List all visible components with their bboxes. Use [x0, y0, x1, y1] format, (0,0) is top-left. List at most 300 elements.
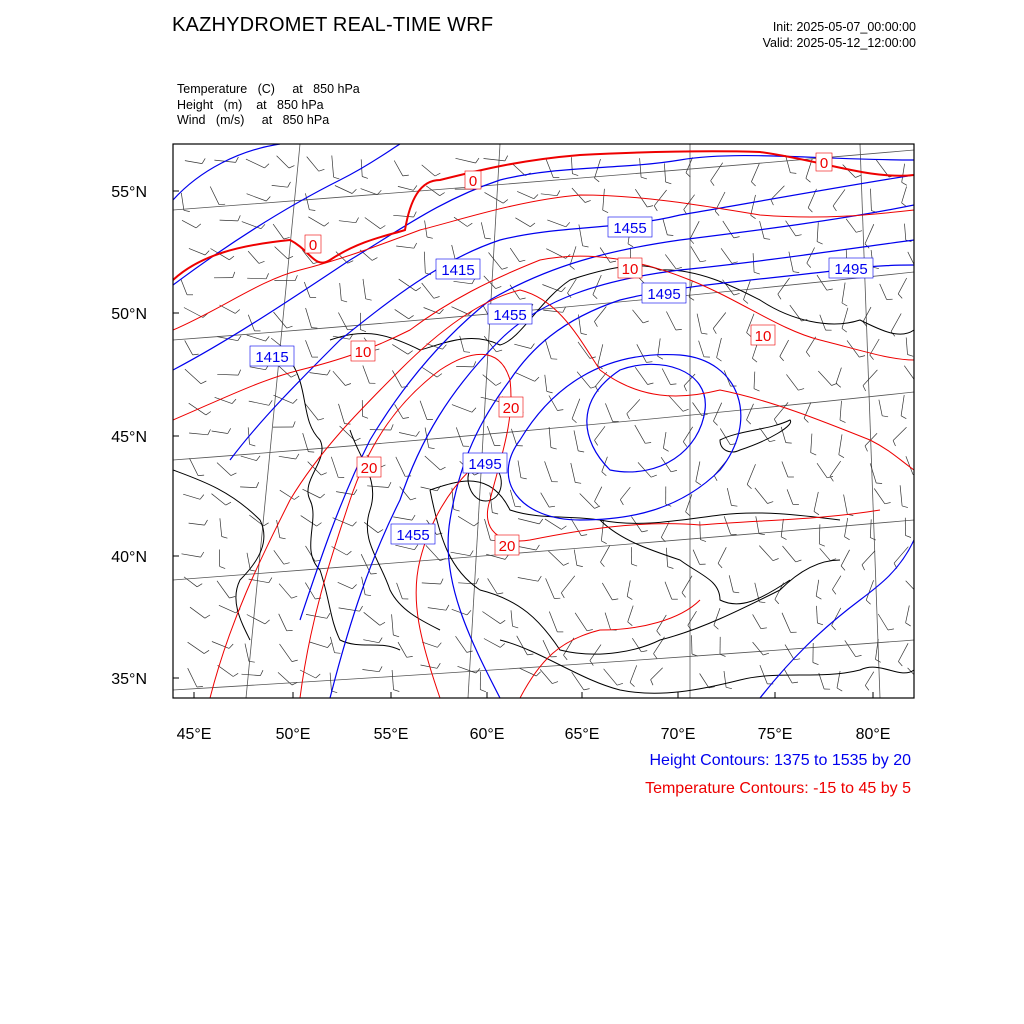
- plot-frame: [173, 144, 914, 698]
- wind-barb-feather: [811, 453, 817, 456]
- wind-barb-feather: [535, 377, 539, 381]
- lon-tick-label: 60°E: [469, 726, 505, 743]
- wind-barb-feather: [503, 200, 508, 204]
- wind-barb-feather: [676, 267, 682, 269]
- map-title: KAZHYDROMET REAL-TIME WRF: [172, 14, 494, 36]
- wind-barb-feather: [437, 643, 441, 648]
- wind-barb-feather: [696, 482, 701, 485]
- wind-barb: [181, 193, 184, 210]
- lat-tick-label: 50°N: [111, 306, 147, 323]
- wind-barb-feather: [793, 272, 799, 273]
- height-label: [436, 259, 480, 279]
- wind-barb: [870, 519, 871, 537]
- wind-barb: [818, 371, 831, 386]
- wind-barb: [306, 308, 312, 328]
- wind-barb: [485, 519, 491, 540]
- wind-barb: [595, 426, 606, 440]
- wind-barb: [425, 456, 440, 470]
- wind-barb: [760, 428, 770, 442]
- wind-barb: [630, 665, 637, 682]
- svg-text:1455: 1455: [493, 307, 527, 324]
- wind-barb-feather: [206, 412, 211, 415]
- wind-barb: [724, 671, 726, 687]
- wind-barb: [452, 609, 467, 615]
- wind-barb-feather: [228, 428, 231, 433]
- wind-barb: [339, 404, 345, 424]
- wind-barb: [891, 314, 901, 332]
- wind-barb: [247, 278, 266, 279]
- wind-barb: [577, 372, 591, 389]
- wind-barb-feather: [198, 475, 204, 476]
- wind-barb-feather: [205, 520, 208, 525]
- wind-barb: [666, 312, 675, 331]
- wind-barb-feather: [842, 329, 847, 333]
- wind-barb: [879, 400, 882, 416]
- wind-barb: [512, 164, 525, 176]
- wind-barb-feather: [327, 613, 330, 618]
- wind-barb: [601, 545, 610, 562]
- wind-barb-feather: [917, 382, 923, 384]
- wind-barb-feather: [201, 381, 206, 384]
- wind-barb: [452, 405, 472, 413]
- wind-barb-feather: [429, 448, 435, 449]
- wind-barb: [819, 524, 820, 544]
- wind-barb: [590, 645, 601, 661]
- wind-barb: [682, 576, 692, 593]
- wind-barb: [217, 581, 229, 598]
- wind-barb-feather: [595, 506, 601, 508]
- wind-barb-feather: [231, 473, 236, 476]
- wind-barb: [691, 246, 700, 261]
- wind-barb-feather: [229, 644, 233, 648]
- wind-barb: [696, 462, 700, 482]
- wind-barb: [310, 642, 328, 648]
- wind-barb-feather: [320, 494, 325, 498]
- wind-barb: [902, 187, 907, 203]
- wind-barb: [542, 285, 561, 292]
- wind-barb: [545, 461, 552, 481]
- wind-barb-feather: [204, 650, 209, 653]
- wind-barb-feather: [561, 287, 565, 291]
- wind-barb-feather: [683, 409, 689, 411]
- wind-barb: [279, 614, 287, 631]
- svg-text:0: 0: [819, 155, 829, 172]
- wind-barb-feather: [647, 206, 653, 207]
- wind-barb: [863, 370, 877, 386]
- wind-barb-feather: [208, 429, 211, 434]
- lon-tick-label: 55°E: [373, 726, 409, 743]
- wind-barb: [274, 550, 284, 564]
- wind-barb-feather: [412, 515, 415, 520]
- wind-barb-feather: [840, 420, 846, 423]
- wind-barb-feather: [901, 416, 906, 419]
- lon-tick-label: 65°E: [564, 726, 600, 743]
- wind-barb: [753, 614, 761, 628]
- wind-barb-feather: [335, 653, 341, 654]
- wind-barb-feather: [563, 563, 568, 566]
- wind-barb-feather: [602, 472, 607, 476]
- wind-barb: [250, 367, 266, 370]
- wind-barb-feather: [714, 476, 717, 481]
- wind-barb-feather: [683, 442, 687, 447]
- wind-barb: [690, 221, 699, 239]
- wind-barb-feather: [219, 204, 225, 205]
- wind-barb: [806, 337, 815, 352]
- wind-barb-feather: [238, 336, 241, 341]
- wind-barb-feather: [551, 448, 557, 450]
- svg-text:20: 20: [498, 538, 516, 555]
- wind-barb: [454, 281, 473, 284]
- wind-barb: [274, 395, 294, 403]
- wind-barb: [395, 545, 414, 550]
- wind-barb: [547, 220, 566, 227]
- wind-barb: [893, 427, 906, 440]
- svg-text:20: 20: [360, 460, 378, 477]
- wind-barb: [811, 434, 812, 453]
- wind-barb: [189, 433, 208, 435]
- wind-barb: [456, 158, 476, 163]
- wind-barb-feather: [443, 345, 447, 350]
- wind-barb-feather: [577, 565, 583, 566]
- wind-barb-feather: [893, 441, 895, 447]
- wind-barb-feather: [865, 686, 869, 691]
- wind-barb: [817, 222, 818, 241]
- wind-barb: [665, 254, 676, 269]
- wind-barb: [273, 224, 284, 239]
- wind-barb: [310, 373, 328, 375]
- wind-barb-feather: [427, 237, 433, 238]
- height-contour-1515: [508, 355, 741, 520]
- wind-barb-feather: [284, 563, 290, 565]
- wind-barb-feather: [536, 545, 539, 550]
- field-height: Height (m) at 850 hPa: [177, 97, 324, 112]
- height-contour-1455: [300, 205, 914, 620]
- wind-barb: [516, 546, 536, 550]
- wind-barb-feather: [917, 270, 923, 271]
- wind-barb: [460, 336, 464, 352]
- wind-barb: [759, 546, 773, 561]
- lon-tick-label: 75°E: [757, 726, 793, 743]
- wind-barb-feather: [816, 596, 821, 599]
- wind-barb-feather: [233, 673, 238, 676]
- wind-barb-feather: [806, 352, 810, 357]
- wind-barb-feather: [863, 386, 866, 391]
- wind-barb: [900, 485, 902, 506]
- wind-barb-feather: [898, 294, 902, 299]
- wind-barb-feather: [539, 519, 543, 524]
- wind-barb-feather: [628, 244, 633, 247]
- wind-barb-feather: [584, 689, 590, 690]
- wind-barb: [840, 401, 842, 420]
- height-label: [488, 304, 532, 324]
- wind-barb-feather: [751, 215, 756, 218]
- wind-barb: [422, 583, 441, 584]
- temperature-label: [751, 325, 775, 345]
- wind-barb: [308, 217, 324, 226]
- wind-barb-feather: [780, 356, 784, 361]
- wind-barb: [880, 284, 887, 300]
- wind-barb-feather: [496, 286, 502, 288]
- wind-barb-feather: [437, 663, 440, 668]
- wind-barb: [543, 640, 551, 657]
- wind-barb-feather: [527, 654, 533, 655]
- lon-tick-label: 50°E: [275, 726, 311, 743]
- wind-barb-feather: [355, 438, 360, 441]
- wind-barb-feather: [407, 656, 413, 657]
- height-label: [391, 524, 435, 544]
- wind-barb: [635, 425, 645, 443]
- wind-barb-feather: [747, 333, 751, 337]
- wind-barb-feather: [862, 565, 865, 570]
- wind-barb-feather: [328, 643, 332, 648]
- wind-barb: [661, 457, 671, 472]
- wind-barb: [595, 159, 601, 178]
- wind-barb: [188, 642, 205, 653]
- wind-barb-feather: [334, 177, 340, 179]
- wind-barb-feather: [747, 420, 751, 424]
- wind-barb-feather: [410, 498, 416, 500]
- wind-barb: [669, 395, 684, 411]
- graticule-lat-35: [173, 640, 914, 690]
- wind-barb: [240, 487, 256, 488]
- wind-barb: [686, 494, 692, 512]
- wind-barb-feather: [906, 623, 911, 626]
- wind-barb: [549, 427, 551, 448]
- wind-barb: [817, 606, 818, 623]
- wind-barb-feather: [347, 551, 352, 555]
- wind-barb: [683, 427, 692, 442]
- wind-barb: [393, 215, 413, 217]
- wind-barb-feather: [839, 455, 844, 458]
- wind-barb: [426, 186, 440, 196]
- wind-barb-feather: [536, 672, 540, 676]
- wind-barb: [511, 610, 513, 626]
- wind-barb: [424, 252, 425, 273]
- wind-barb-feather: [324, 223, 329, 227]
- wind-barb-feather: [439, 309, 443, 313]
- wind-barb-feather: [832, 590, 836, 595]
- lat-tick-label: 35°N: [111, 671, 147, 688]
- wind-barb-feather: [726, 687, 732, 688]
- wind-barb: [482, 612, 500, 624]
- wind-barb-feather: [505, 555, 509, 560]
- wind-barb-feather: [806, 178, 811, 182]
- wind-barb-feather: [356, 218, 359, 223]
- wind-barb-feather: [552, 682, 558, 684]
- wind-barb: [393, 517, 412, 520]
- wind-barb-feather: [714, 625, 719, 629]
- wind-barb: [543, 310, 563, 312]
- wind-barb: [842, 308, 848, 329]
- wind-barb: [518, 519, 539, 524]
- wind-barb-feather: [856, 231, 862, 233]
- wind-barb-feather: [670, 384, 676, 385]
- wind-barb: [571, 463, 575, 482]
- wind-barb-feather: [232, 399, 236, 404]
- wind-barb: [277, 156, 289, 168]
- wind-barb: [545, 375, 547, 392]
- wind-barb-feather: [294, 496, 299, 500]
- wind-barb: [662, 369, 670, 385]
- wind-barb: [878, 614, 888, 630]
- wind-barb: [424, 308, 440, 314]
- wind-barb-feather: [603, 210, 608, 213]
- wind-barb: [817, 463, 827, 478]
- wind-barb-feather: [380, 622, 385, 625]
- wind-barb-feather: [566, 222, 570, 227]
- wind-barb-feather: [562, 526, 567, 530]
- wind-barb-feather: [292, 596, 298, 598]
- wind-barb-feather: [266, 197, 270, 202]
- wind-barb-feather: [676, 329, 682, 330]
- wind-barb-feather: [885, 503, 891, 504]
- lon-tick-label: 45°E: [176, 726, 212, 743]
- wind-barb: [751, 195, 756, 215]
- wind-barb: [545, 519, 562, 530]
- wind-barb-feather: [842, 303, 847, 306]
- wind-barb-feather: [229, 256, 234, 260]
- wind-barb-feather: [557, 190, 560, 195]
- temperature-label: [499, 397, 523, 417]
- wind-barb: [663, 432, 666, 448]
- wind-barb: [458, 516, 474, 526]
- wind-barb-feather: [197, 687, 203, 688]
- wind-barb: [220, 518, 222, 536]
- wind-barb: [420, 401, 427, 420]
- wind-barb: [241, 456, 257, 461]
- wind-barb-feather: [446, 605, 449, 610]
- wind-barb-feather: [718, 563, 722, 568]
- wind-barb: [819, 673, 824, 689]
- wind-barb: [605, 403, 612, 421]
- wind-barb: [751, 164, 759, 182]
- wind-barb: [399, 433, 416, 437]
- temperature-contours: [173, 151, 914, 698]
- wind-barb: [330, 637, 334, 653]
- wind-barb-feather: [711, 181, 715, 186]
- wind-barb: [700, 674, 709, 688]
- wind-barb: [598, 344, 603, 365]
- wind-barb: [335, 186, 352, 194]
- wind-barb-feather: [317, 523, 322, 527]
- wind-barb-feather: [612, 599, 618, 600]
- wind-barb-feather: [269, 578, 272, 583]
- wind-barb-feather: [581, 333, 587, 334]
- wind-barb-feather: [416, 287, 421, 290]
- wind-barb-feather: [572, 419, 576, 423]
- wind-barb: [905, 224, 906, 241]
- wind-barb: [219, 605, 236, 613]
- wind-barb-feather: [440, 467, 445, 470]
- wind-barb: [188, 668, 197, 687]
- wind-barb-feather: [734, 237, 740, 238]
- wind-barb: [363, 640, 379, 643]
- temperature-label: [465, 171, 481, 190]
- wind-barb: [181, 280, 187, 295]
- lon-axis: [177, 726, 891, 743]
- wind-barb: [781, 519, 783, 537]
- wind-barb-feather: [472, 408, 476, 412]
- wind-barb-feather: [859, 356, 865, 358]
- wind-barb-feather: [519, 260, 525, 261]
- wind-barb: [906, 456, 913, 474]
- wind-barb: [663, 219, 668, 235]
- svg-text:1455: 1455: [613, 220, 647, 237]
- wind-barb-feather: [316, 674, 321, 678]
- wind-barb-feather: [202, 158, 205, 163]
- kazakh-south-border: [430, 481, 840, 523]
- wind-barb-feather: [873, 267, 879, 269]
- wind-barb-feather: [690, 239, 694, 244]
- wind-barb: [331, 457, 338, 478]
- wind-barb-feather: [196, 224, 201, 228]
- wind-barb: [820, 548, 831, 560]
- wind-barb-feather: [643, 321, 649, 323]
- wind-barb-feather: [876, 659, 881, 662]
- wind-barb-feather: [628, 622, 633, 626]
- field-wind: Wind (m/s) at 850 hPa: [177, 113, 330, 127]
- wind-barb: [789, 252, 793, 272]
- wind-barb: [363, 279, 366, 299]
- wind-barb: [364, 522, 378, 532]
- wind-barb-feather: [804, 418, 808, 422]
- wind-barb-feather: [817, 242, 823, 245]
- wind-barb: [517, 191, 534, 198]
- wind-barb-feather: [796, 235, 802, 236]
- wind-barb-feather: [345, 384, 351, 386]
- wind-barb: [392, 670, 393, 690]
- wind-barb-feather: [770, 440, 776, 441]
- wind-barb: [627, 580, 630, 596]
- wind-barb-feather: [752, 358, 757, 362]
- lon-tick-label: 70°E: [660, 726, 696, 743]
- wind-barb-feather: [200, 495, 204, 500]
- graticule-lon-80: [860, 144, 880, 698]
- wind-barb-feather: [651, 680, 653, 686]
- wind-barb-feather: [581, 535, 587, 536]
- height-label: [642, 283, 686, 303]
- wind-barb-feather: [201, 552, 204, 557]
- wind-barb: [693, 550, 700, 565]
- wind-barb-feather: [287, 326, 293, 328]
- wind-barb: [724, 516, 730, 534]
- wind-barb-feather: [620, 500, 623, 505]
- temperature-contour-15: [210, 290, 914, 698]
- wind-barb-feather: [467, 651, 473, 652]
- wind-barb: [489, 253, 502, 270]
- wind-barb: [274, 312, 287, 328]
- wind-barb-feather: [266, 273, 268, 279]
- wind-barb: [785, 645, 794, 660]
- wind-barb-feather: [819, 544, 825, 546]
- wind-barb: [898, 643, 908, 661]
- temperature-label: [816, 153, 832, 172]
- wind-barb-feather: [630, 683, 634, 687]
- wind-barb-feather: [759, 534, 765, 535]
- wind-barb: [451, 552, 471, 556]
- wind-barb: [780, 340, 789, 356]
- wind-barb-feather: [658, 356, 663, 359]
- wind-barb-feather: [250, 444, 256, 446]
- wind-barb-feather: [865, 446, 868, 452]
- height-label: [608, 217, 652, 237]
- wind-barb: [395, 404, 403, 418]
- wind-barb: [572, 399, 580, 419]
- wind-barb: [574, 550, 577, 566]
- graticule: [173, 144, 914, 698]
- wind-barb-feather: [794, 659, 800, 660]
- wind-barb: [713, 313, 726, 329]
